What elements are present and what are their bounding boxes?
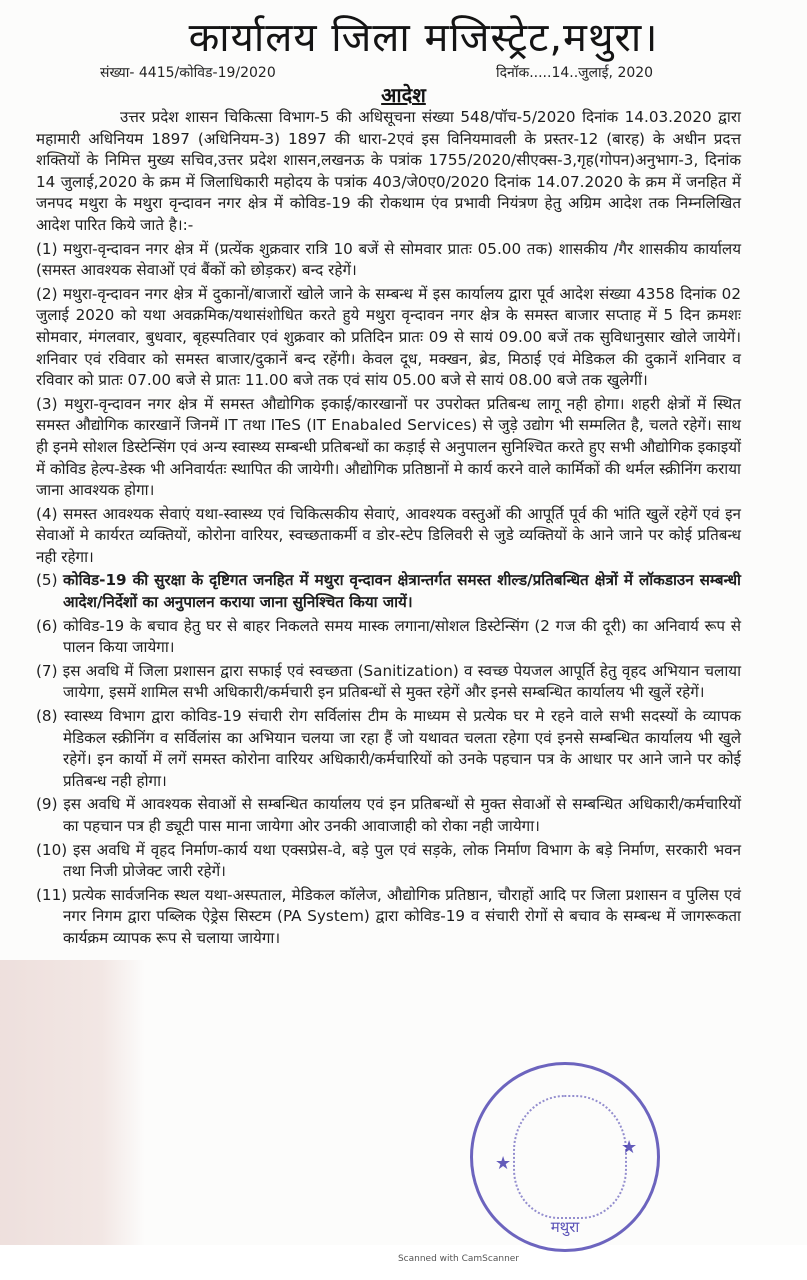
item-text: कोविड-19 की सुरक्षा के दृष्टिगत जनहित में मथुरा वृन्दावन क्षेत्रान्तर्गत समस्त शील्ड/प्रतिबन्धित क्षेत्रों में लॉकडाउन सम्बन्धी आदेश/निर्देशों का अनुपालन कराया जाना सुनिश्चित किया जायें। [63, 571, 741, 612]
order-item-6 [36, 616, 741, 659]
star-icon: ★ [621, 1137, 638, 1158]
item-text: मथुरा-वृन्दावन नगर क्षेत्र में (प्रत्येंक शुक्रवार रात्रि 10 बजें से सोमवार प्रातः 05.00 तक) शासकीय /गैर शासकीय कार्यालय (समस्त आवश्यक सेवाओं एवं बैंकों को छोड़कर) बन्द रहेगें। [36, 239, 742, 280]
item-number: (5) [36, 571, 58, 590]
scan-discoloration [0, 960, 145, 1245]
item-text: इस अवधि में जिला प्रशासन द्वारा सफाई एवं स्वच्छता (Sanitization) व स्वच्छ पेयजल आपूर्ति हेतु वृहद अभियान चलाया जायेगा, इसमें शामिल सभी अधिकारी/कर्मचारी इन प्रतिबन्धों से मुक्त रहेगें और इनसे सम्बन्धित कार्यालय भी खुलें रहेगें। [62, 661, 742, 702]
item-number: (2) [36, 284, 58, 303]
item-number: (8) [36, 707, 58, 726]
item-text: प्रत्येक सार्वजनिक स्थल यथा-अस्पताल, मेडिकल कॉलेज, औद्योगिक प्रतिष्ठान, चौराहों आदि पर जिला प्रशासन व पुलिस एवं नगर निगम द्वारा पब्लिक ऐड्रेस सिस्टम (PA System) द्वारा कोविड-19 व संचारी रोगों से बचाव के सम्बन्ध में जागरूकता कार्यक्रम व्यापक रूप से चलाया जायेगा। [63, 885, 742, 947]
order-item-1 [36, 239, 741, 282]
item-number: (10) [36, 840, 68, 859]
order-item-9 [36, 794, 741, 837]
item-text: समस्त आवश्यक सेवाएं यथा-स्वास्थ्य एवं चिकित्सकीय सेवाएं, आवश्यक वस्तुओं की आपूर्ति पूर्व की भांति खुलें रहेगें एवं इन सेवाओं मे कार्यरत व्यक्तियों, कोरोना वारियर, स्वच्छताकर्मी व डोर-स्टेप डिलिवरी से जुडे व्यक्तियों के आने जाने पर कोई प्रतिबन्ध नही रहेगा। [36, 504, 741, 566]
item-text: मथुरा-वृन्दावन नगर क्षेत्र में समस्त औद्योगिक इकाई/कारखानों पर उपरोक्त प्रतिबन्ध लागू नही होगा। शहरी क्षेत्रों में स्थित समस्त औद्योगिक कारखानें जिनमें IT तथा ITeS (IT Enabaled Services) से जुड़े उद्योग भी सम्मलित है, चलते रहेगें। साथ ही इनमे सोशल डिस्टेन्सिंग एवं अन्य स्वास्थ्य सम्बन्धी प्रतिबन्धों का कड़ाई से अनुपालन सुनिश्चित करते हुए सभी औद्योगिक इकाइयों में कोविड हेल्प-डेस्क भी अनिवार्यतः स्थापित की जायेगी। औद्योगिक प्रतिष्ठानों मे कार्य करने वाले कार्मिकों की थर्मल स्क्रीनिंग कराया जाना आवश्यक होगा। [36, 394, 741, 500]
order-item-8 [36, 706, 741, 792]
order-item-10 [36, 840, 741, 883]
item-number: (3) [36, 394, 58, 413]
item-text: स्वास्थ्य विभाग द्वारा कोविड-19 संचारी रोग सर्विलांस टीम के माध्यम से प्रत्येक घर मे रहने वाले सभी सदस्यों के व्यापक मेडिकल स्क्रीनिंग व सर्विलांस का अभियान चलया जा रहा हैं जो यथावत चलता रहेगा एवं इनसे सम्बन्धित कार्यालय भी खुले रहेगें। इन कार्यो में लगें समस्त कोरोना वारियर अधिकारी/कर्मचारियों को उनके पहचान पत्र के आधार पर आने जाने पर कोई प्रतिबन्ध नही होगा। [63, 707, 741, 790]
order-item-2 [36, 284, 741, 392]
order-item-3 [36, 394, 741, 502]
item-number: (9) [36, 795, 58, 814]
item-number: (7) [36, 661, 58, 680]
item-number: (1) [36, 239, 58, 258]
order-body [36, 107, 741, 952]
item-number: (6) [36, 616, 58, 635]
order-item-4 [36, 504, 741, 569]
seal-text: मथुरा [550, 1218, 580, 1236]
item-text: मथुरा-वृन्दावन नगर क्षेत्र में दुकानों/बाजारों खोले जाने के सम्बन्ध में इस कार्यालय द्वारा पूर्व आदेश संख्या 4358 दिनांक 02 जुलाई 2020 को यथा अवक्रमिक/यथासंशोधित करते हुये मथुरा वृन्दावन नगर क्षेत्र के समस्त बाजार सप्ताह में 5 दिन क्रमशः सोमवार, मंगलवार, बुधवार, बृहस्पतिवार एवं शुक्रवार को प्रतिदिन प्रातः 09 से सायं 09.00 बजें तक सुविधानुसार खोले जायेगें। शनिवार एवं रविवार को समस्त बाजार/दुकानें बन्द रहेंगी। केवल दूध, मक्खन, ब्रेड, मिठाई एवं मेडिकल की दुकानें शनिवार व रविवार को प्रातः 07.00 बजे से प्रातः 11.00 बजे तक एवं सांय 05.00 बजे से सायं 08.00 बजे तक खुलेगीं। [36, 284, 742, 390]
emblem-icon [513, 1095, 627, 1219]
order-item-5 [36, 570, 741, 613]
scanner-watermark: Scanned with CamScanner [397, 1254, 520, 1264]
order-date: दिनॉक.....14..जुलाई, 2020 [496, 65, 654, 81]
order-item-7 [36, 661, 741, 704]
item-text: कोविड-19 के बचाव हेतु घर से बाहर निकलते समय मास्क लगाना/सोशल डिस्टेन्सिंग (2 गज की दूरी) का अनिवार्य रूप से पालन किया जायेगा। [63, 616, 741, 657]
item-number: (4) [36, 504, 58, 523]
order-item-11 [36, 885, 741, 950]
intro-paragraph: उत्तर प्रदेश शासन चिकित्सा विभाग-5 की अधिसूचना संख्या 548/पॉच-5/2020 दिनांक 14.03.2020 द्वारा महामारी अधिनियम 1897 (अधिनियम-3) 1897 की धारा-2एवं इस विनियमावली के प्रस्तर-12 (बारह) के अधीन प्रदत्त शक्तियों के निमित्त मुख्य सचिव,उत्तर प्रदेश शासन,लखनऊ के पत्रांक 1755/2020/सीएक्स-3,गृह(गोपन)अनुभाग-3, दिनांक 14 जुलाई,2020 के क्रम में जिलाधिकारी महोदय के पत्रांक 403/जे0ए0/2020 दिनांक 14.07.2020 के क्रम में जनहित में जनपद मथुरा के मथुरा वृन्दावन नगर क्षेत्र में कोविड-19 की रोकथाम एंव प्रभावी नियंत्रण हेतु अग्रिम आदेश तक निम्नलिखित आदेश पारित किये जाते है।:- [36, 108, 741, 234]
star-icon: ★ [495, 1153, 512, 1174]
order-heading: आदेश [381, 83, 426, 107]
item-text: इस अवधि में वृहद निर्माण-कार्य यथा एक्सप्रेस-वे, बड़े पुल एवं सड़के, लोक निर्माण विभाग के बड़े निर्माण, सरकारी भवन तथा निजी प्रोजेक्ट जारी रहेगें। [63, 840, 741, 881]
official-seal-stamp [470, 1062, 660, 1252]
item-number: (11) [36, 885, 68, 904]
item-text: इस अवधि में आवश्यक सेवाओं से सम्बन्धित कार्यालय एवं इन प्रतिबन्धों से मुक्त सेवाओं से सम्बन्धित अधिकारी/कर्मचारियों का पहचान पत्र ही ड्यूटी पास माना जायेगा ओर उनकी आवाजाही को रोका नही जायेगा। [63, 795, 742, 835]
reference-number: संख्या- 4415/कोविड-19/2020 [100, 65, 276, 81]
office-title: कार्यालय जिला मजिस्ट्रेट,मथुरा। [188, 15, 659, 61]
